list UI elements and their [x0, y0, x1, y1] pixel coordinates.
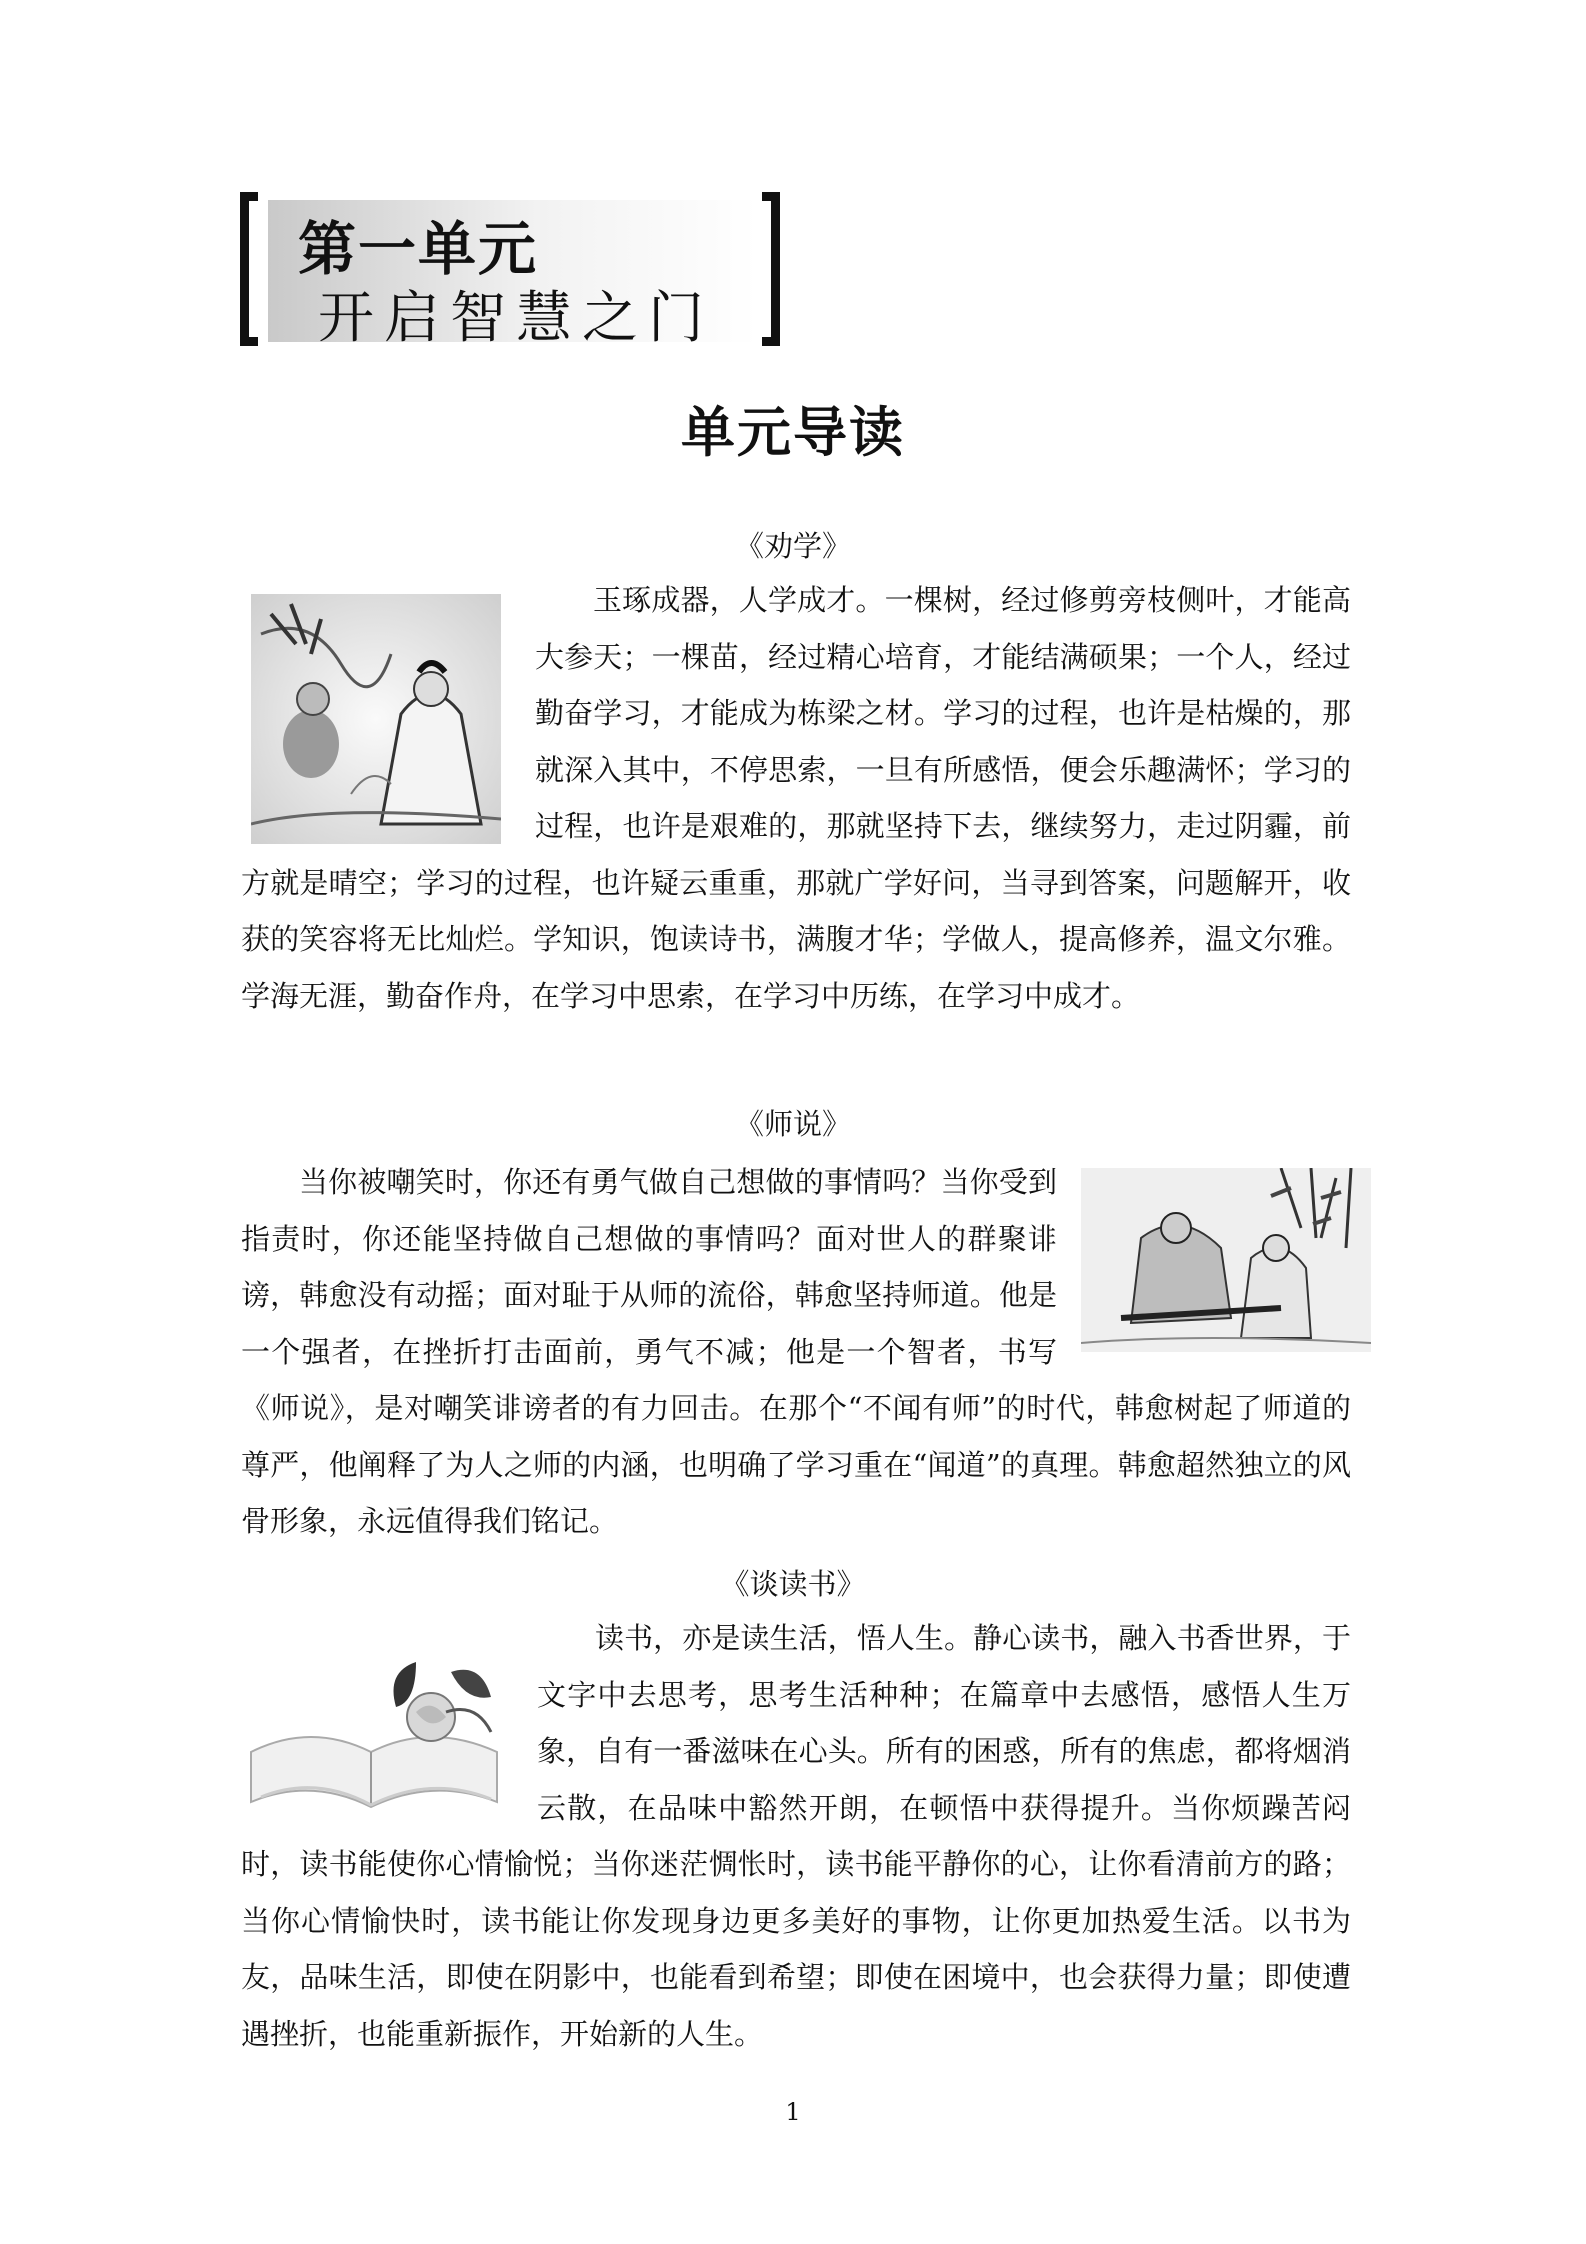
unit-header — [240, 192, 780, 352]
unit-title: 开启智慧之门 — [318, 286, 714, 351]
right-bracket-icon — [762, 192, 780, 346]
left-bracket-icon — [240, 192, 258, 346]
section-title-shishuo: 《师说》 — [734, 1107, 851, 1141]
guide-title: 单元导读 — [681, 401, 905, 464]
paragraph-shishuo: 当你被嘲笑时，你还有勇气做自己想做的事情吗？当你受到指责时，你还能坚持做自己想做的事情吗？面对世人的群聚诽谤，韩愈没有动摇；面对耻于从师的流俗，韩愈坚持师道。他是一个强者，在挫折打击面前，勇气不减；他是一个智者，书写《师说》，是对嘲笑诽谤者的有力回击。在那个“不闻有师”的时代，韩愈树起了师道的尊严，他阐释了为人之师的内涵，也明确了学习重在“闻道”的真理。韩愈超然独立的风骨形象，永远值得我们铭记。 — [241, 1165, 1351, 1538]
section-title-quanxue: 《劝学》 — [734, 529, 851, 563]
page-number: 1 — [785, 2098, 801, 2126]
section-body-tandushu — [241, 1610, 1351, 2062]
open-book-rose-icon — [241, 1632, 507, 1822]
paragraph-tandushu: 读书，亦是读生活，悟人生。静心读书，融入书香世界，于文字中去思考，思考生活种种；在篇章中去感悟，感悟人生万象，自有一番滋味在心头。所有的困惑，所有的焦虑，都将烟消云散，在品味中豁然开朗，在顿悟中获得提升。当你烦躁苦闷时，读书能使你心情愉悦；当你迷茫惆怅时，读书能平静你的心，让你看清前方的路；当你心情愉快时，读书能让你发现身边更多美好的事物，让你更加热爱生活。以书为友，品味生活，即使在阴影中，也能看到希望；即使在困境中，也会获得力量；即使遭遇挫折，也能重新振作，开始新的人生。 — [241, 1621, 1351, 2051]
paragraph-quanxue: 玉琢成器，人学成才。一棵树，经过修剪旁枝侧叶，才能高大参天；一棵苗，经过精心培育，才能结满硕果；一个人，经过勤奋学习，才能成为栋梁之材。学习的过程，也许是枯燥的，那就深入其中，不停思索，一旦有所感悟，便会乐趣满怀；学习的过程，也许是艰难的，那就坚持下去，继续努力，走过阴霾，前方就是晴空；学习的过程，也许疑云重重，那就广学好问，当寻到答案，问题解开，收获的笑容将无比灿烂。学知识，饱读诗书，满腹才华；学做人，提高修养，温文尔雅。学海无涯，勤奋作舟，在学习中思索，在学习中历练，在学习中成才。 — [241, 583, 1351, 1013]
section-body-quanxue — [241, 572, 1351, 1024]
section-body-shishuo — [241, 1154, 1351, 1550]
scholars-bamboo-ink-painting-icon — [1081, 1168, 1371, 1352]
unit-number: 第一单元 — [298, 215, 539, 283]
section-title-tandushu: 《谈读书》 — [720, 1567, 866, 1601]
teacher-student-ink-painting-icon — [251, 594, 501, 844]
